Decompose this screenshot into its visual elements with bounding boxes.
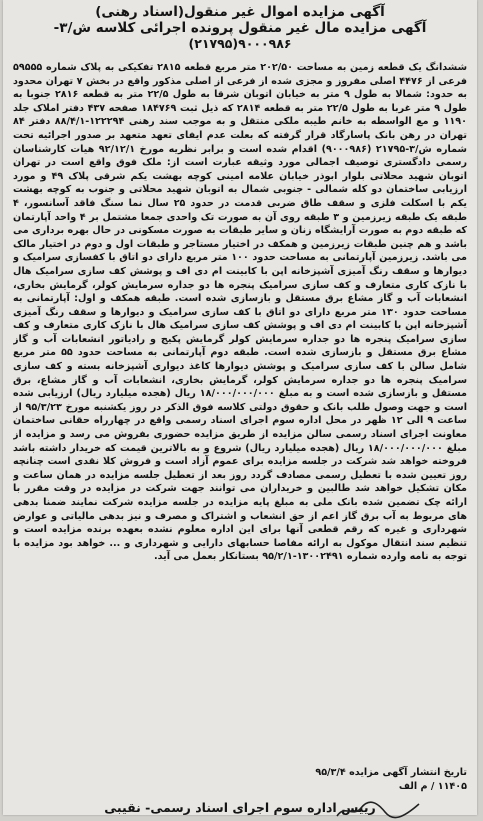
notice-footer [13,766,467,793]
notice-header [15,4,465,52]
notice-body: ششدانگ یک قطعه زمین به مساحت ۲۰۲/۵۰ متر مربع قطعه ۲۸۱۵ تفکیکی به پلاک شماره ۵۹۵۵۵ فرعی از ۴۴۷۶ اصلی مفروز و مجزی شده از فرعی از اصلی مذکور واقع در بخش ۷ تهران محدود به حدود: شمالا به طول ۹ متر به خیابان اتوبان شرقا به طول ۲۲/۵ متر به قطعه ۲۸۱۶ جنوبا به طول ۹ متر غربا به طول ۲۲/۵ متر به قطعه ۲۸۱۴ که ذیل ثبت ۱۸۴۷۶۹ صفحه ۴۳۷ دفتر املاک جلد ۱۱۹۰ و مع الواسطه به خانم طیبه ملکی منتقل و به موجب سند رهنی ۱۲۲۲۹۴-۸۸/۴/۱ دفتر ۸۴ تهران در رهن بانک پاسارگاد قرار گرفته که بعلت عدم ایفای تعهد متعهد بر صدور اجرائیه تحت شماره ش/۳-۲۱۷۹۵ (۹۰۰۰۹۸۶) اقدام شده است و برابر نظریه مورخ ۹۲/۱۲/۱ هیات کارشناسان رسمی دادگستری توصیف اجمالی مورد وثیقه عبارت است از: ملک فوق واقع است در تهران اتوبان شهید محلاتی بلوار ابوذر خیابان علامه امینی کوچه بهشت یکم شرقی پلاک ۴۹ و مورد ارزیابی ساختمان دو کله شمالی - جنوبی شمال به اتوبان شهید محلاتی و جنوب به کوچه بهشت یکم با اسکلت فلزی و سقف طاق ضربی قدمت در حدود ۲۵ سال نما سنگ فاقد آسانسور، ۴ طبقه یک طبقه زیرزمین و ۳ طبقه روی آن به صورت تک واحدی جمعا مشتمل بر ۴ واحد آپارتمان که طبقه دوم به صورت آرایشگاه زنان و سایر طبقات به صورت مسکونی در حال بهره برداری می باشد و هم چنین طبقات زیرزمین و همکف در اختیار مستاجر و طبقات اول و دوم در اختیار مالک می باشد. زیرزمین آپارتمانی به مساحت حدود ۱۰۰ متر مربع دارای دو اتاق با کفسازی سرامیک و دیوارها و سقف رنگ آمیزی آشپزخانه اپن با کابینت ام دی اف و پوشش کف سازی سرامیک هال با نازک کاری متعارف و کف سازی سرامیک پنجره ها دو جداره سرمایش کولر، گرمایش بخاری، انشعابات آب و گاز مشاع برق مستقل و بازسازی شده است. طبقه همکف و اول: آپارتمانی به مساحت حدود ۱۳۰ متر مربع دارای دو اتاق با کف سازی سرامیک و دیوارها و سقف رنگ آمیزی آشپزخانه اپن با کابینت ام دی اف و پوشش کف سازی سرامیک هال با نازک کاری متعارف و کف سازی سرامیک پنجره ها دو جداره سرمایش کولر گرمایش پکیج و رادیاتور انشعابات آب و گاز مشاع برق مستقل و بازسازی شده است. طبقه دوم آپارتمانی به مساحت حدود ۵۵ متر مربع شامل سالن با کف سازی سرامیک و پوشش دیوارها کاغذ دیواری آشپزخانه بسته و کف سازی سرامیک پنجره ها دو جداره سرمایش کولر، گرمایش بخاری، انشعابات آب و گاز مشاع، برق مستقل و بازسازی شده است و به مبلغ ۱۸/۰۰۰/۰۰۰/۰۰۰ ریال (هجده میلیارد ریال) ارزیابی شده است و جهت وصول طلب بانک و حقوق دولتی کلاسه فوق الذکر در روز یکشنبه مورخ ۹۵/۳/۲۳ از ساعت ۹ الی ۱۲ ظهر در محل اداره سوم اجرای اسناد رسمی واقع در چهارراه حقانی ساختمان معاونت اجرای اسناد رسمی سالن مزایده از طریق مزایده حضوری بفروش می رسد و مزایده از مبلغ ۱۸/۰۰۰/۰۰۰/۰۰۰ ریال (هجده میلیارد ریال) شروع و به بالاترین قیمت که خریدار داشته باشد فروخته خواهد شد شرکت در جلسه مزایده برای عموم آزاد است و فروش کلا نقدی است چنانچه روز تعیین شده با تعطیل رسمی مصادف گردد روز بعد از تعطیل جلسه مزایده در همان ساعت و مکان تشکیل خواهد شد طالبین و خریداران می توانند جهت شرکت در مزایده در وقت مقرر با ارائه چک تضمین شده بانک ملی به مبلغ پایه مزایده در جلسه مزایده شرکت نمایند ضمنا بدهی های مربوط به آب برق گاز اعم از حق انشعاب و اشتراک و مصرف و نیز بدهی مالیاتی و عوارض شهرداری و غیره که رقم قطعی آنها برای این اداره معلوم نشده بعهده برنده مزایده است و تنظیم سند انتقال موکول به ارائه مفاصا حسابهای دارایی و شهرداری و ... خواهد بود مزایده با توجه به نامه وارده شماره ۱۳۰۰۲۴۹۱-۹۵/۲/۱ بستانکار بعمل می آید. [13,62,467,563]
signature-line: رییس اداره سوم اجرای اسناد رسمی- نقیبی [104,800,376,815]
newspaper-clipping [3,0,477,815]
handwritten-scribble [333,798,423,820]
case-number: ۹۰۰۰۹۸۶(۲۱۷۹۵) [188,36,292,51]
reference-code: ۱۱۴۰۵ / م الف [398,780,467,792]
notice-subtitle: آگهی مزایده مال غیر منقول پرونده اجرائی کلاسه ش/۳- [53,20,427,36]
notice-title: آگهی مزایده اموال غیر منقول(اسناد رهنی) [95,4,385,20]
publication-date: تاریخ انتشار آگهی مزایده ۹۵/۳/۴ [315,767,467,778]
